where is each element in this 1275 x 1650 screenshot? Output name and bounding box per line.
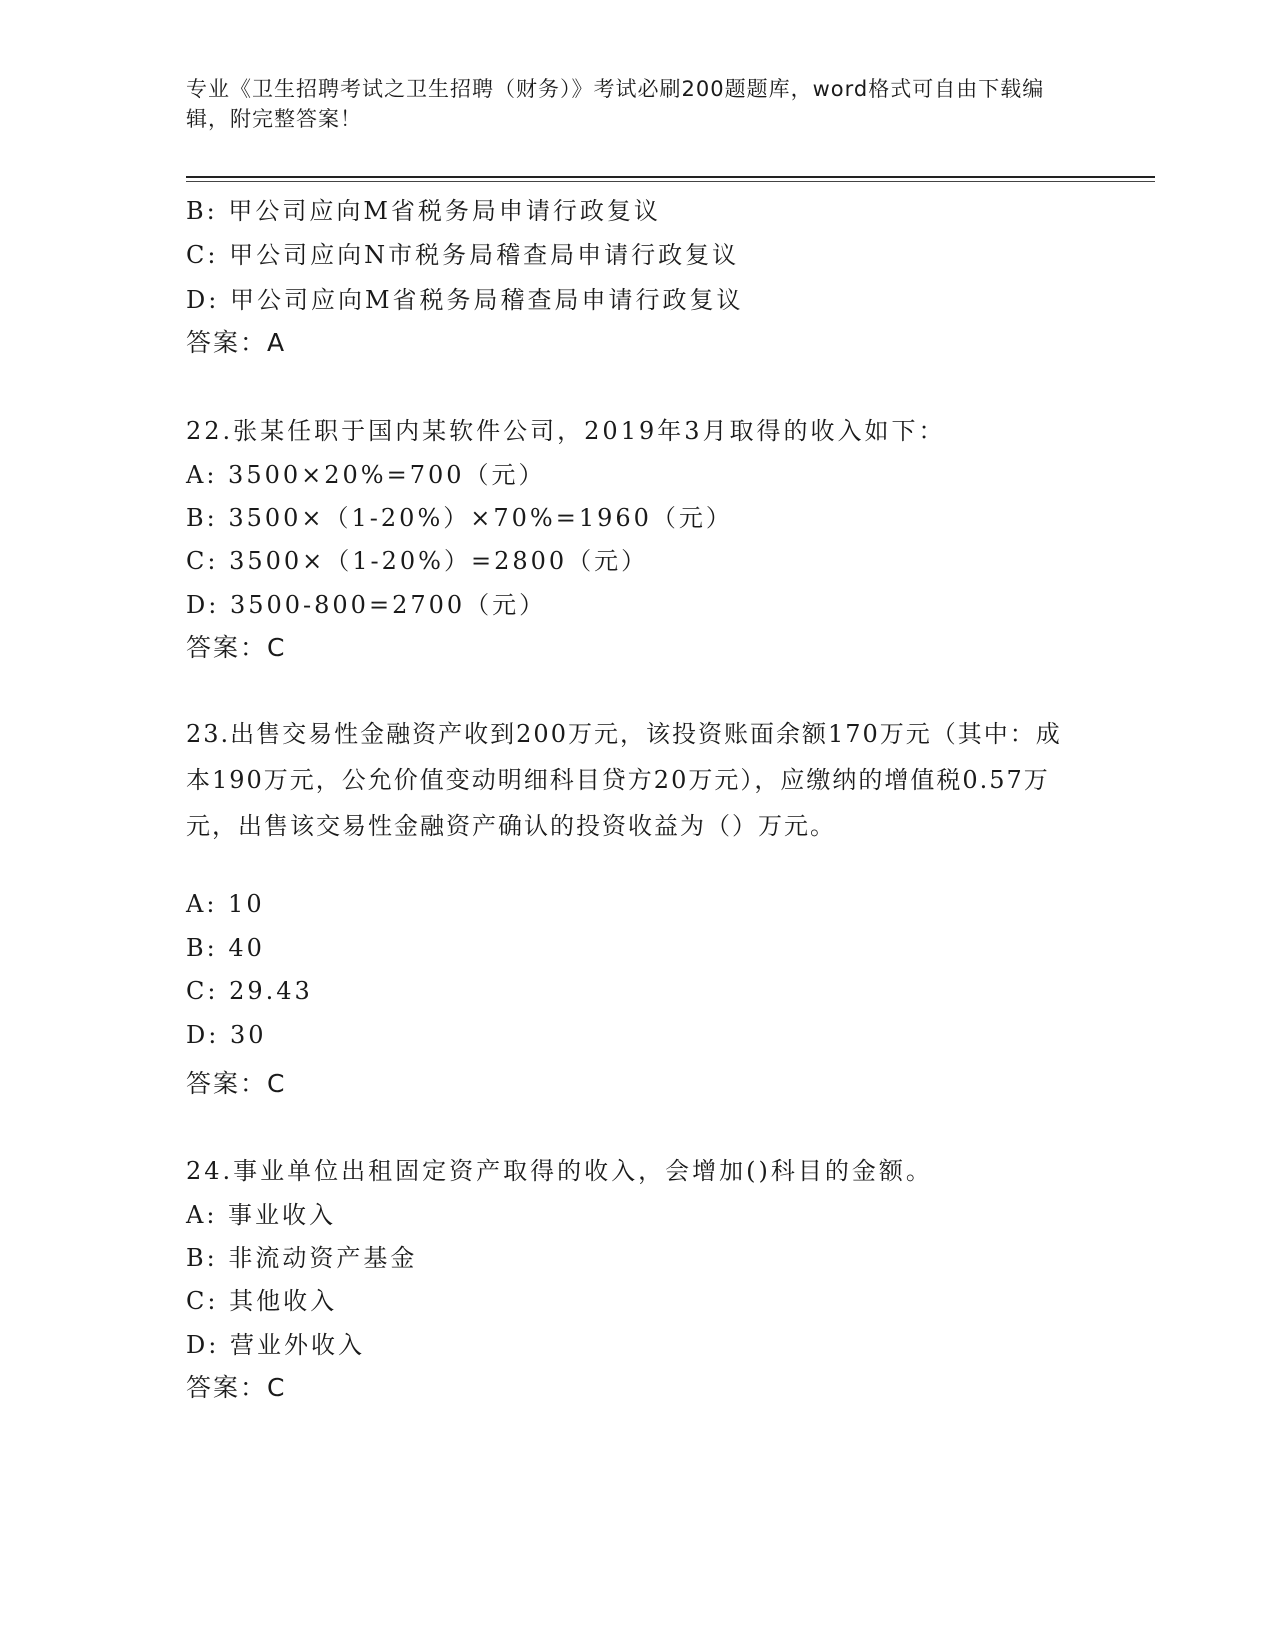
q22-option-b: B: 3500×（1-20%）×70%=1960（元）	[186, 504, 733, 532]
q21-option-b: B: 甲公司应向M省税务局申请行政复议	[186, 197, 661, 225]
q24-option-d: D: 营业外收入	[186, 1331, 365, 1359]
q22-answer: 答案：C	[186, 633, 287, 662]
document-header: 专业《卫生招聘考试之卫生招聘（财务）》考试必刷200题题库，word格式可自由下载编辑，附完整答案！	[186, 77, 1045, 131]
q23-answer: 答案：C	[186, 1069, 287, 1098]
q23-option-c: C: 29.43	[186, 977, 313, 1005]
q24-option-a: A: 事业收入	[186, 1201, 337, 1229]
q24-option-c: C: 其他收入	[186, 1287, 338, 1315]
q21-option-c: C: 甲公司应向N市税务局稽查局申请行政复议	[186, 241, 740, 269]
q24-stem: 24.事业单位出租固定资产取得的收入，会增加()科目的金额。	[186, 1157, 933, 1185]
q22-option-c: C: 3500×（1-20%）=2800（元）	[186, 547, 649, 575]
q23-option-d: D: 30	[186, 1021, 267, 1049]
q22-stem: 22.张某任职于国内某软件公司，2019年3月取得的收入如下：	[186, 417, 946, 445]
q23-stem: 23.出售交易性金融资产收到200万元，该投资账面余额170万元（其中：成本190万元，公允价值变动明细科目贷方20万元），应缴纳的增值税0.57万元，出售该交易性金融资产确认的投资收益为（）万元。	[186, 720, 1062, 840]
header-rule-thin	[186, 181, 1155, 182]
header-rule-thick	[186, 176, 1155, 178]
q22-option-d: D: 3500-800=2700（元）	[186, 591, 547, 619]
q21-option-d: D: 甲公司应向M省税务局稽查局申请行政复议	[186, 286, 744, 314]
q24-option-b: B: 非流动资产基金	[186, 1244, 418, 1272]
q23-option-a: A: 10	[186, 890, 265, 918]
q21-answer: 答案：A	[186, 328, 287, 357]
q22-option-a: A: 3500×20%=700（元）	[186, 461, 546, 489]
q23-option-b: B: 40	[186, 934, 265, 962]
q24-answer: 答案：C	[186, 1373, 287, 1402]
